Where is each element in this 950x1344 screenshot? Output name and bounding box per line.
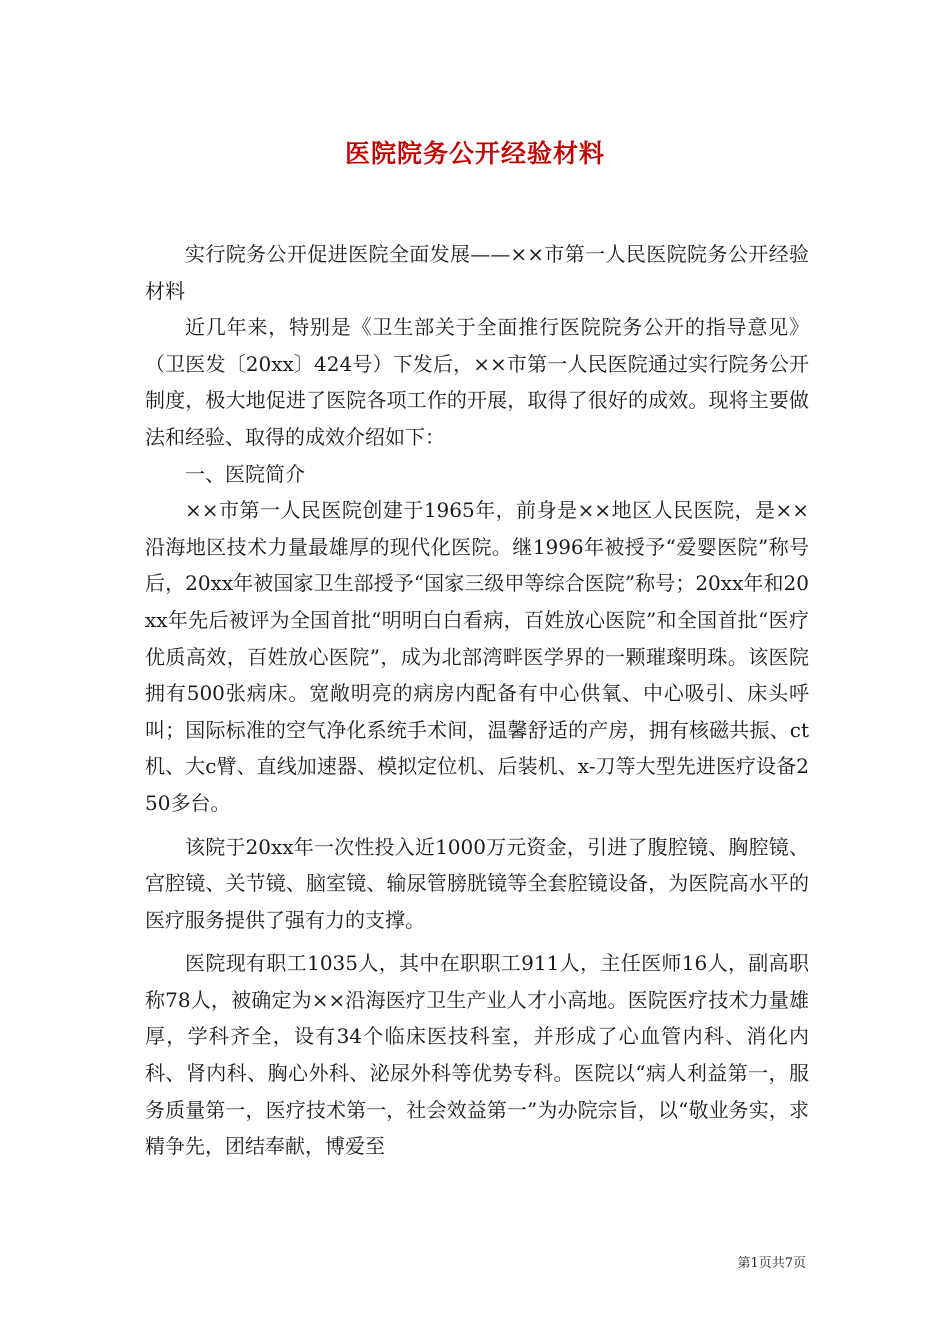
document-title: 医院院务公开经验材料 — [344, 139, 605, 168]
equipment-paragraph: 该院于20xx年一次性投入近1000万元资金，引进了腹腔镜、胸腔镜、宫腔镜、关节镜、脑室镜、输尿管膀胱镜等全套腔镜设备，为医院高水平的医疗服务提供了强有力的支撑。 — [145, 834, 809, 932]
staff-paragraph: 医院现有职工1035人，其中在职职工911人，主任医师16人，副高职称78人，被确定为××沿海医疗卫生产业人才小高地。医院医疗技术力量雄厚，学科齐全，设有34个临床医技科室，并形成了心血管内科、消化内科、肾内科、胸心外科、泌尿外科等优势专科。医院以“病人利益第一，服务质量第一，医疗技术第一，社会效益第一”为办院宗旨，以“敬业务实，求精争先，团结奉献，博爱至 — [145, 951, 809, 1159]
page-number: 第1页共7页 — [737, 1256, 806, 1271]
subtitle-paragraph: 实行院务公开促进医院全面发展——××市第一人民医院院务公开经验材料 — [145, 242, 809, 303]
section-heading: 一、医院简介 — [185, 461, 305, 486]
document-body — [145, 236, 809, 1165]
intro-paragraph: 近几年来，特别是《卫生部关于全面推行医院院务公开的指导意见》（卫医发〔20xx〕424号）下发后，××市第一人民医院通过实行院务公开制度，极大地促进了医院各项工作的开展，取得了很好的成效。现将主要做法和经验、取得的成效介绍如下： — [145, 315, 809, 449]
hospital-overview-paragraph: ××市第一人民医院创建于1965年，前身是××地区人民医院，是××沿海地区技术力量最雄厚的现代化医院。继1996年被授予“爱婴医院”称号后，20xx年被国家卫生部授予“国家三级甲等综合医院”称号；20xx年和20xx年先后被评为全国首批“明明白白看病，百姓放心医院”和全国首批“医疗优质高效，百姓放心医院”，成为北部湾畔医学界的一颗璀璨明珠。该医院拥有500张病床。宽敞明亮的病房内配备有中心供氧、中心吸引、床头呼叫；国际标准的空气净化系统手术间，温馨舒适的产房，拥有核磁共振、ct机、大c臂、直线加速器、模拟定位机、后装机、x-刀等大型先进医疗设备250多台。 — [145, 498, 809, 815]
